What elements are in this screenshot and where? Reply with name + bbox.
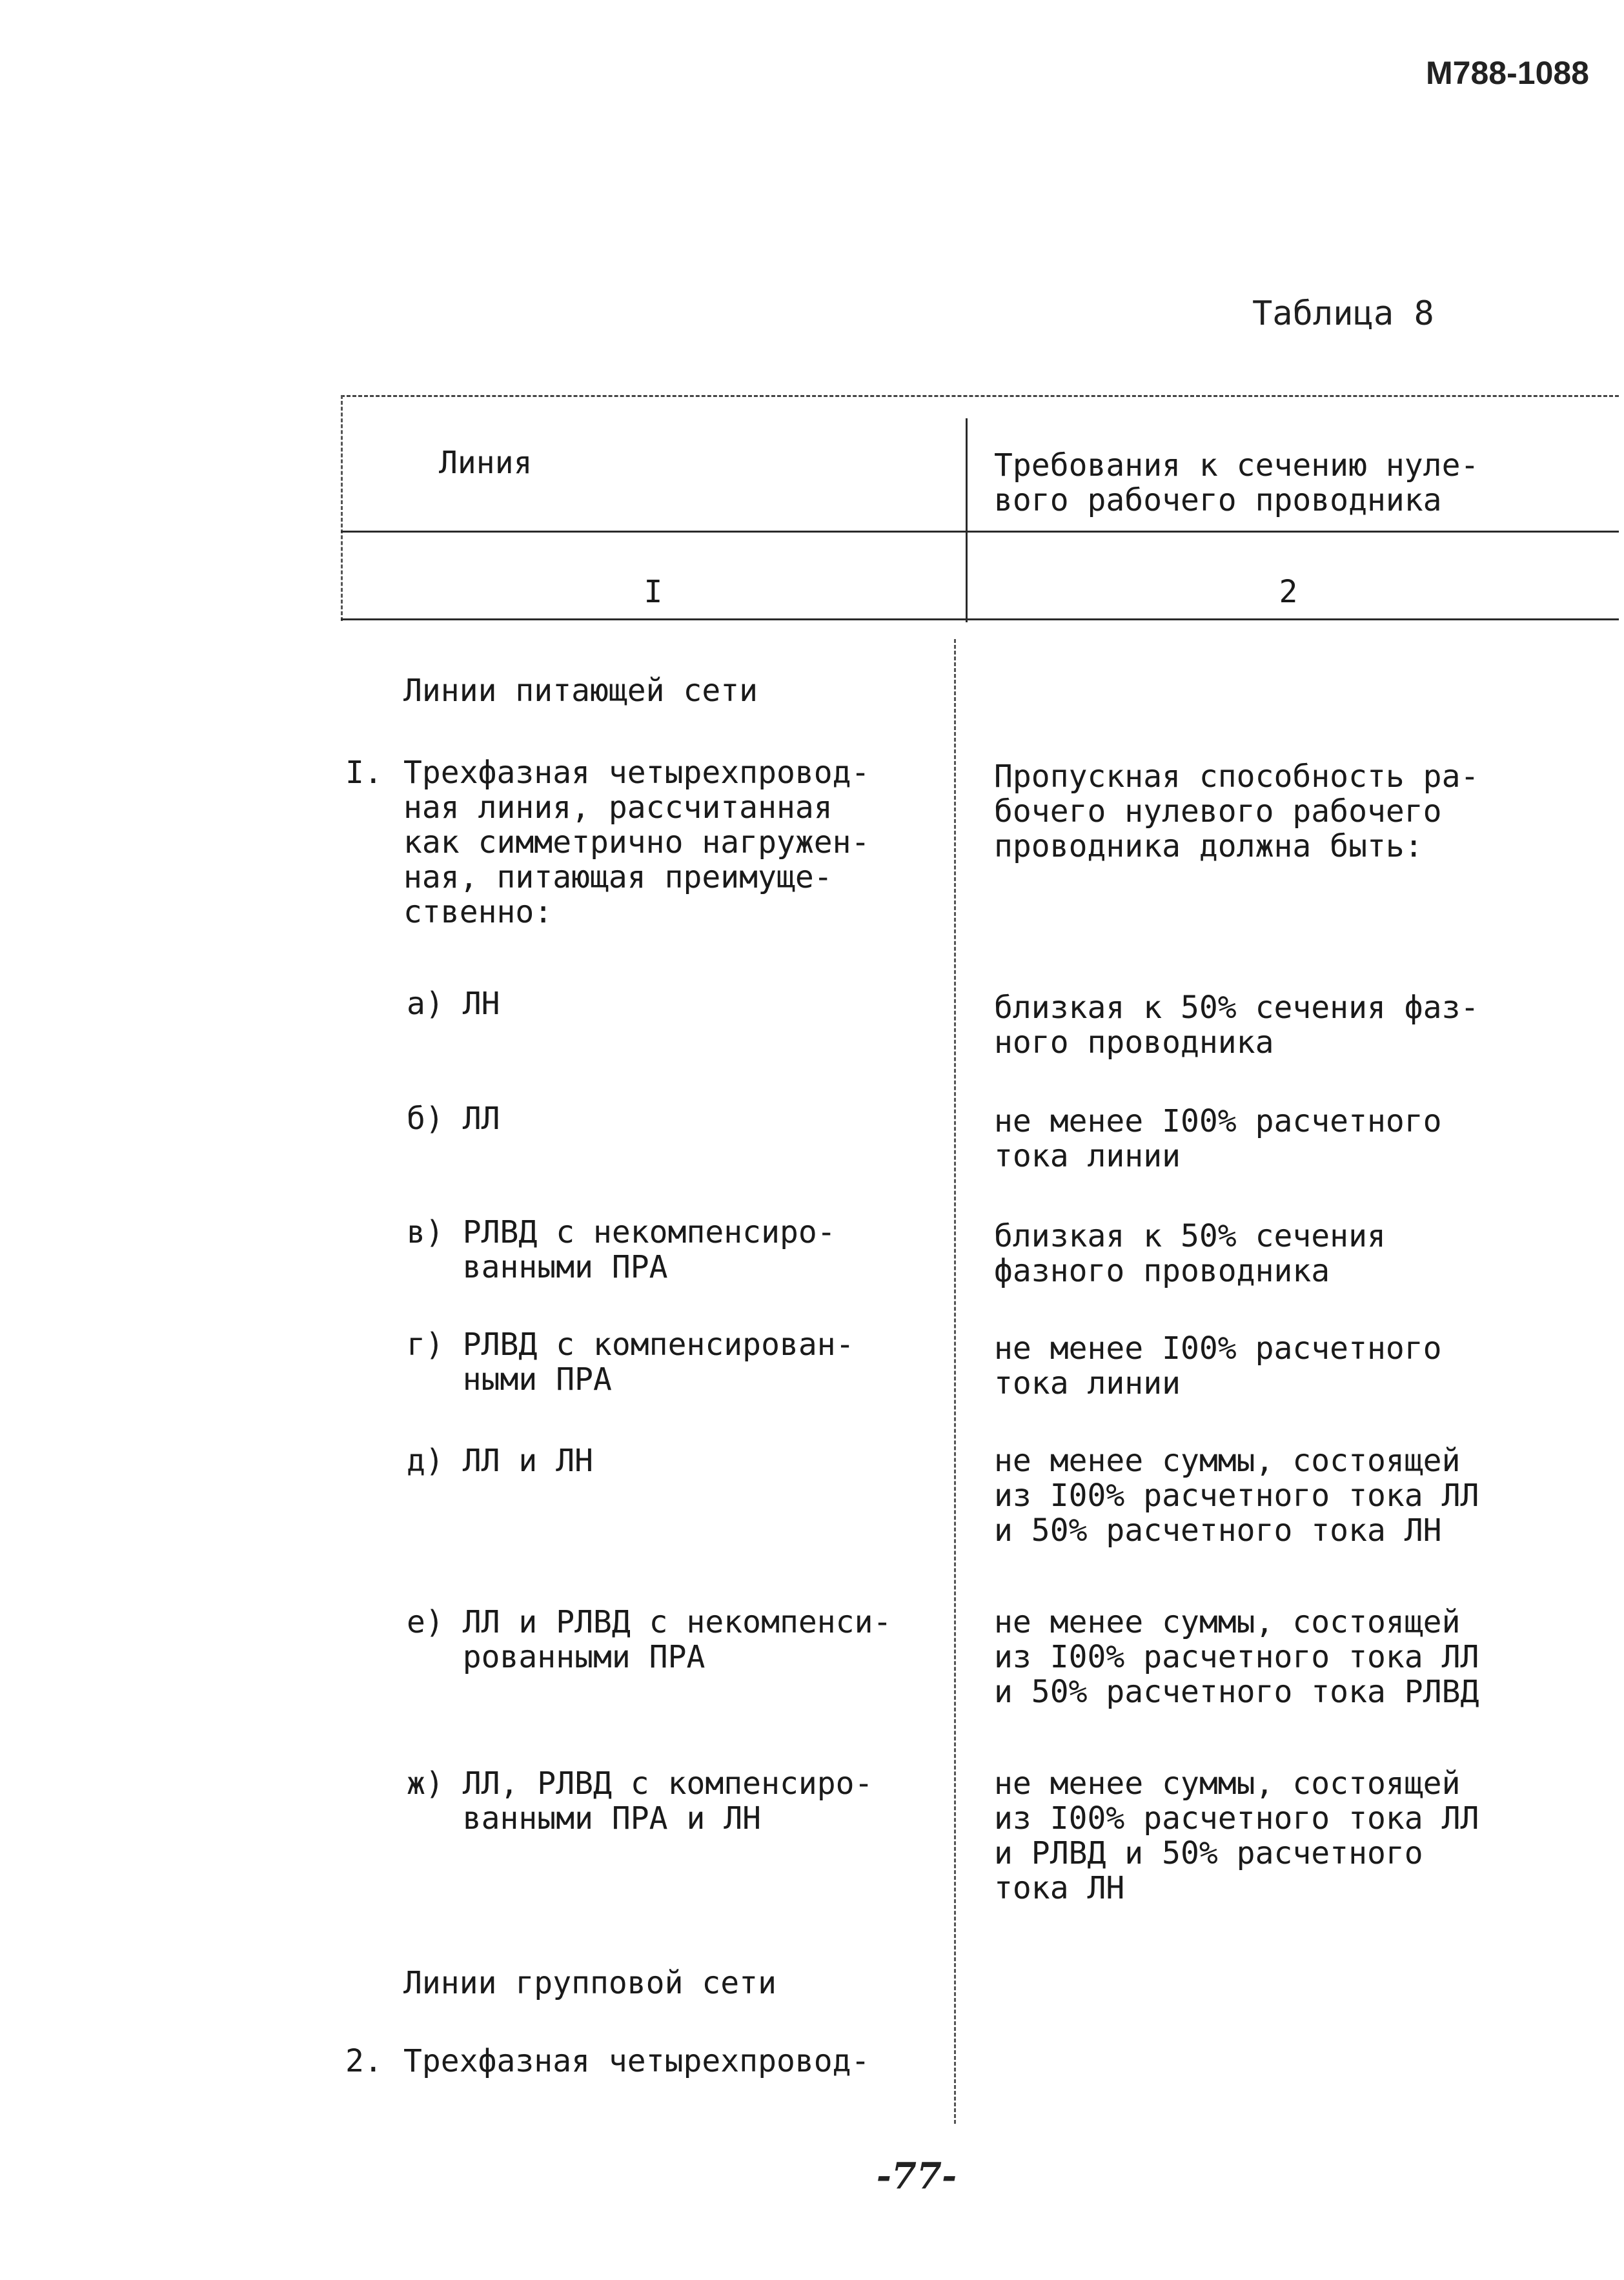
subitem-d-requirement: не менее суммы, состоящей из I00% расчетного тока ЛЛ и 50% расчетного тока ЛН — [994, 1443, 1479, 1549]
subitem-g-requirement: не менее I00% расчетного тока линии — [994, 1330, 1442, 1401]
table-top-border — [341, 395, 1619, 397]
section-supply-title: Линии питающей сети — [403, 673, 758, 709]
item1-requirement: Пропускная способность ра- бочего нулевого рабочего проводника должна быть: — [994, 758, 1479, 864]
subitem-zh-label: ж) ЛЛ, РЛВД с компенсиро- ванными ПРА и ЛН — [407, 1766, 873, 1837]
item1-number: I. — [345, 755, 383, 791]
header-col1: Линия — [439, 445, 533, 481]
item2-number: 2. — [345, 2043, 383, 2079]
subitem-b-label: б) ЛЛ — [407, 1101, 500, 1137]
header-divider — [341, 531, 1619, 533]
item2-line: Трехфазная четырехпровод- — [403, 2043, 870, 2079]
subitem-g-label: г) РЛВД с компенсирован- ными ПРА — [407, 1327, 855, 1398]
subitem-e-requirement: не менее суммы, состоящей из I00% расчетного тока ЛЛ и 50% расчетного тока РЛВД — [994, 1604, 1479, 1710]
item1-line: Трехфазная четырехпровод- ная линия, рассчитанная как симметрично нагружен- ная, питающая преимуще- ственно: — [403, 755, 870, 930]
subitem-d-label: д) ЛЛ и ЛН — [407, 1443, 593, 1479]
header-bottom-border — [341, 618, 1619, 620]
subitem-zh-requirement: не менее суммы, состоящей из I00% расчетного тока ЛЛ и РЛВД и 50% расчетного тока ЛН — [994, 1766, 1479, 1906]
table-label: Таблица 8 — [1252, 294, 1434, 333]
subitem-e-label: е) ЛЛ и РЛВД с некомпенси- рованными ПРА — [407, 1604, 892, 1675]
subitem-v-requirement: близкая к 50% сечения фазного проводника — [994, 1218, 1386, 1289]
subitem-a-requirement: близкая к 50% сечения фаз- ного проводника — [994, 990, 1479, 1061]
column-divider-body — [954, 639, 956, 2124]
section-group-title: Линии групповой сети — [403, 1965, 776, 2001]
page-number: -77- — [876, 2155, 957, 2197]
header-num1: I — [644, 574, 663, 610]
document-code: M788-1088 — [1426, 55, 1589, 91]
header-col2: Требования к сечению нуле- вого рабочего проводника — [994, 447, 1479, 518]
header-num2: 2 — [1279, 574, 1298, 610]
subitem-b-requirement: не менее I00% расчетного тока линии — [994, 1103, 1442, 1174]
subitem-v-label: в) РЛВД с некомпенсиро- ванными ПРА — [407, 1214, 836, 1285]
subitem-a-label: а) ЛН — [407, 986, 500, 1022]
